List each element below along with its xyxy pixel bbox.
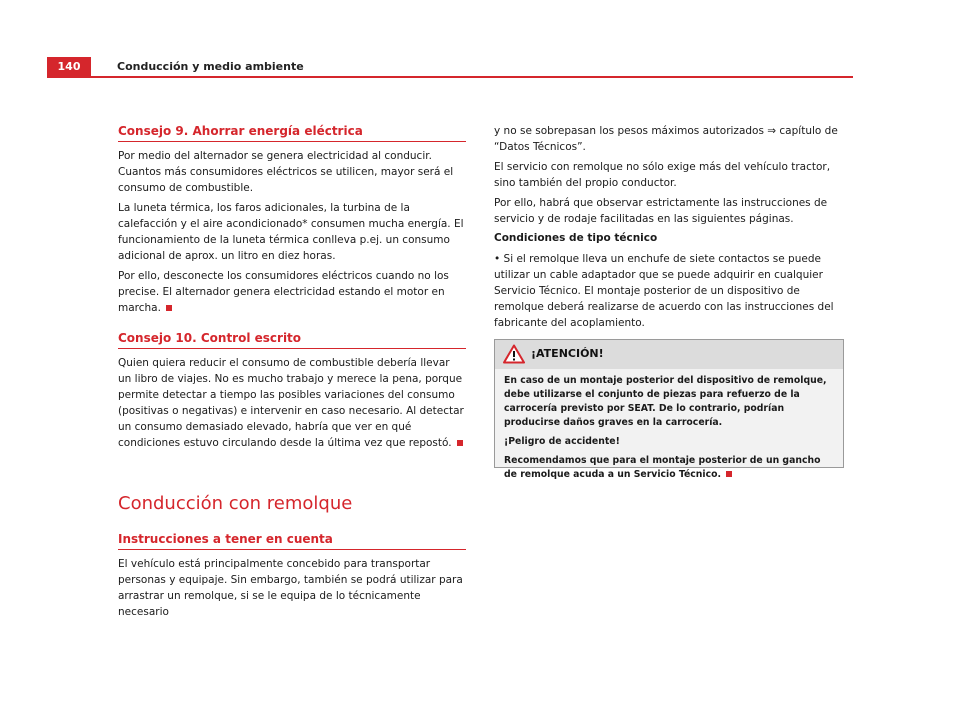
- end-mark-icon: [457, 440, 463, 446]
- paragraph: Por medio del alternador se genera electricidad al conducir. Cuantos más consumidores eléctricos se utilicen, mayor será el consumo de combustible.: [118, 150, 454, 194]
- header-rule: [47, 76, 853, 78]
- chapter-title: Conducción con remolque: [118, 493, 353, 514]
- section-title-consejo-10: Consejo 10. Control escrito: [118, 331, 466, 349]
- paragraph-text: Por ello, desconecte los consumidores eléctricos cuando no los precise. El alternador genera electricidad estando el motor en marcha.: [118, 270, 449, 314]
- warning-box: [494, 339, 844, 480]
- condiciones-body: [494, 251, 844, 331]
- paragraph: [118, 355, 466, 451]
- running-title: Conducción y medio ambiente: [117, 60, 304, 73]
- page-number: 140: [47, 57, 91, 77]
- warning-paragraph: En caso de un montaje posterior del dispositivo de remolque, debe utilizarse el conjunto de piezas para refuerzo de la carrocería previsto por SEAT. De lo contrario, podrían producirse daños graves en la carrocería.: [504, 375, 827, 428]
- section-consejo-10-body: [118, 355, 466, 451]
- paragraph: La luneta térmica, los faros adicionales, la turbina de la calefacción y el aire acondicionado* consumen mucha energía. El funcionamiento de la luneta térmica conlleva p.ej. un consumo adicional de aprox. un litro en diez horas.: [118, 202, 464, 262]
- paragraph: El vehículo está principalmente concebido para transportar personas y equipaje. Sin embargo, también se podrá utilizar para arrastrar un remolque, si se le equipa de lo técnicamente necesario: [118, 558, 463, 618]
- end-mark-icon: [166, 305, 172, 311]
- warning-paragraph: ¡Peligro de accidente!: [504, 436, 620, 447]
- warning-body: [495, 369, 843, 482]
- section-consejo-9-body: [118, 148, 466, 316]
- right-column-intro: [494, 123, 844, 227]
- section-instrucciones-body: [118, 556, 466, 620]
- end-mark-icon: [726, 471, 732, 477]
- paragraph-text: Quien quiera reducir el consumo de combustible debería llevar un libro de viajes. No es mucho trabajo y merece la pena, porque permite detectar a tiempo las posibles variaciones del consumo (positivas o negativas) e intervenir en caso necesario. Al detectar un consumo demasiado elevado, habría que ver en qué condiciones estuvo circulando desde la última vez que repostó.: [118, 357, 464, 449]
- paragraph: y no se sobrepasan los pesos máximos autorizados ⇒ capítulo de “Datos Técnicos”.: [494, 125, 838, 153]
- subheading-condiciones: Condiciones de tipo técnico: [494, 232, 658, 244]
- section-title-instrucciones: Instrucciones a tener en cuenta: [118, 532, 466, 550]
- warning-paragraph-text: Recomendamos que para el montaje posterior de un gancho de remolque acuda a un Servicio Técnico.: [504, 455, 821, 480]
- paragraph: El servicio con remolque no sólo exige más del vehículo tractor, sino también del propio conductor.: [494, 161, 831, 189]
- warning-triangle-icon: [503, 344, 525, 364]
- warning-paragraph: [504, 454, 834, 482]
- warning-header: [495, 340, 843, 369]
- section-title-consejo-9: Consejo 9. Ahorrar energía eléctrica: [118, 124, 466, 142]
- warning-title: ¡ATENCIÓN!: [531, 347, 604, 360]
- paragraph: [118, 268, 466, 316]
- paragraph: Por ello, habrá que observar estrictamente las instrucciones de servicio y de rodaje facilitadas en las siguientes páginas.: [494, 197, 828, 225]
- paragraph: • Si el remolque lleva un enchufe de siete contactos se puede utilizar un cable adaptador que se puede adquirir en cualquier Servicio Técnico. El montaje posterior de un dispositivo de remolque deberá realizarse de acuerdo con las instrucciones del fabricante del acoplamiento.: [494, 253, 834, 329]
